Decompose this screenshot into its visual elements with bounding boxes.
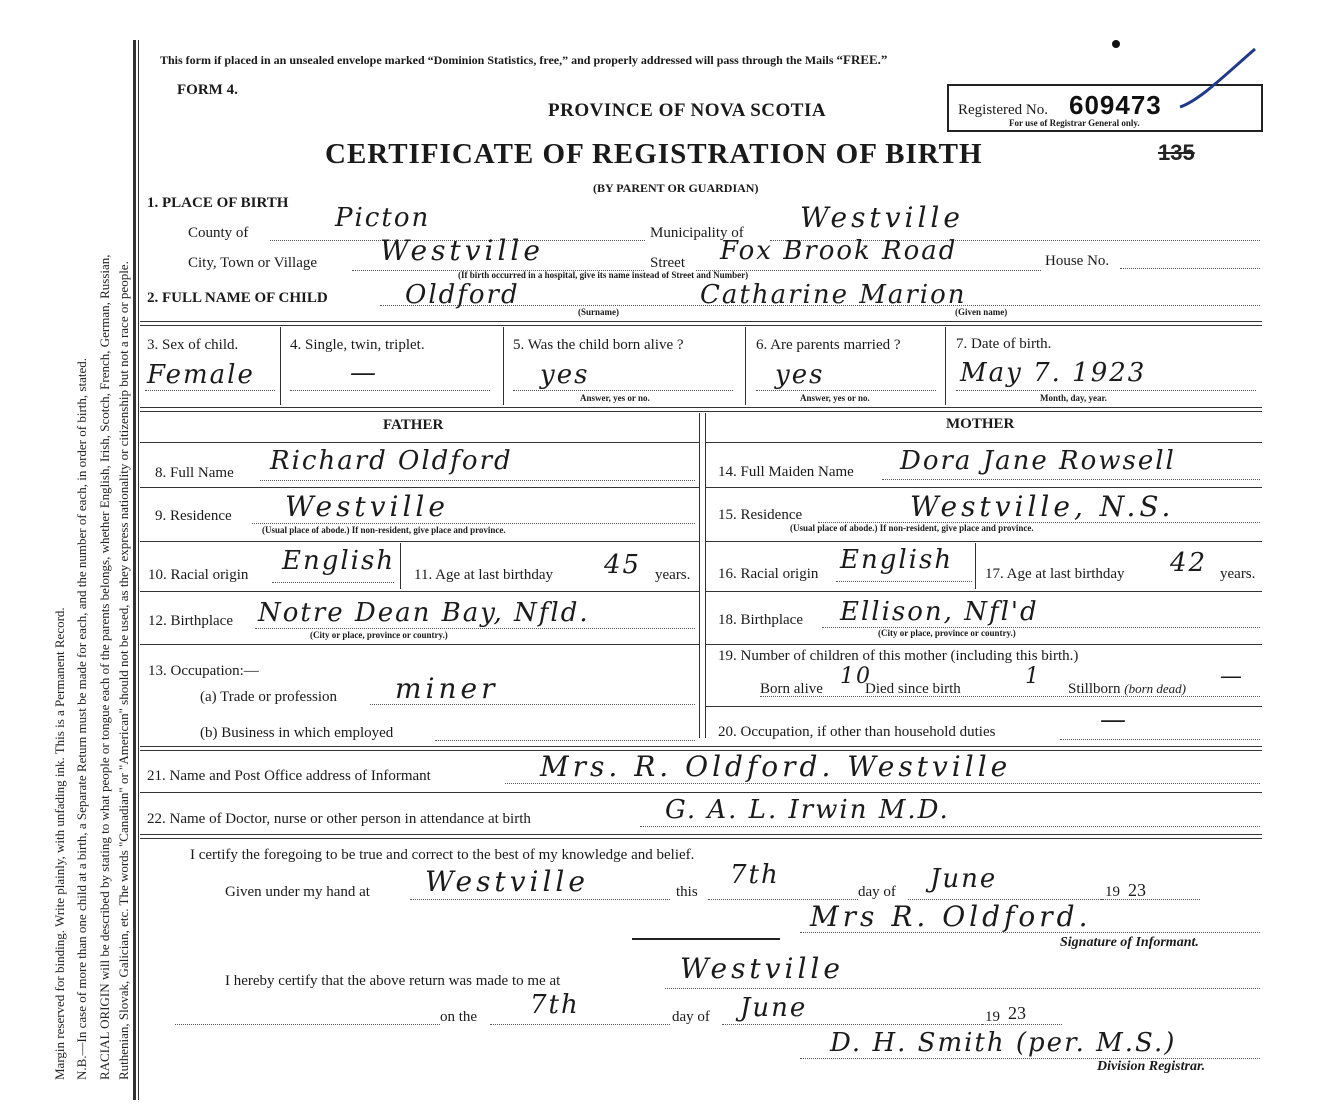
father-age-unit: years. [655, 567, 691, 583]
born-alive-value: yes [540, 360, 590, 390]
mother-residence-label: 15. Residence [718, 507, 803, 523]
mother-birthplace-value: Ellison, Nfl'd [840, 597, 1039, 627]
rule-after-doctor-2 [140, 838, 1262, 839]
father-residence-label: 9. Residence [155, 508, 232, 524]
father-business-line [435, 740, 695, 741]
father-abode-caption: (Usual place of abode.) If non-resident, give place and province. [262, 525, 506, 535]
mother-age-label: 17. Age at last birthday [985, 566, 1125, 582]
registrar-day: 7th [530, 990, 580, 1020]
father-birthplace-caption: (City or place, province or country.) [310, 630, 448, 640]
father-racial-label: 10. Racial origin [148, 567, 249, 583]
multiple-birth-label: 4. Single, twin, triplet. [290, 337, 425, 353]
rule-after-informant [140, 792, 1262, 793]
province-heading: PROVINCE OF NOVA SCOTIA [548, 100, 827, 121]
side-note-multiple-births: N.B.—In case of more than one child at a birth, a Separate Return must be made for each, and the number of each, in order of birth, stated. [74, 358, 89, 1080]
born-alive-count-label: Born alive [760, 681, 823, 697]
father-residence-line [252, 523, 695, 524]
sex-value: Female [147, 360, 255, 390]
parent-col-divider-2 [705, 413, 706, 738]
father-racial-value: English [282, 546, 396, 576]
father-racial-divider [400, 543, 401, 589]
registrar-place: Westville [680, 952, 844, 985]
born-alive-label: 5. Was the child born alive ? [513, 337, 684, 353]
mother-racial-divider [975, 543, 976, 589]
father-residence-value: Westville [285, 490, 449, 523]
given-at-label: Given under my hand at [225, 884, 370, 900]
father-age-value: 45 [604, 550, 642, 580]
mother-heading: MOTHER [946, 416, 1015, 432]
father-name-rule [140, 487, 699, 488]
house-label: House No. [1045, 253, 1110, 269]
rule-after-name-2 [140, 325, 1262, 326]
side-note-racial-origin-cont: Ruthenian, Slovak, Galician, etc. The words "Canadian" or "American" should not be used, as they express nationality or citizenship but not a race or people. [116, 261, 131, 1080]
mother-name-rule [705, 487, 1262, 488]
mother-abode-caption: (Usual place of abode.) If non-resident, give place and province. [790, 523, 1034, 533]
rule-after-name [140, 321, 1262, 322]
registered-number: 609473 [1069, 90, 1162, 120]
registrar-lead-line [175, 1024, 440, 1025]
father-heading: FATHER [383, 417, 444, 433]
col-divider-3 [745, 327, 746, 405]
form-number: FORM 4. [177, 82, 238, 98]
registrar-on-label: on the [440, 1009, 478, 1025]
certificate-title: CERTIFICATE OF REGISTRATION OF BIRTH [325, 138, 983, 170]
mother-occupation-label: 20. Occupation, if other than household duties [718, 724, 996, 740]
certification-year-suffix: 23 [1128, 880, 1146, 900]
registrar-place-line [665, 988, 1260, 989]
multiple-birth-value: — [350, 358, 378, 388]
mother-occupation-line [1060, 739, 1260, 740]
father-trade-label: (a) Trade or profession [200, 689, 338, 705]
hospital-note: (If birth occurred in a hospital, give its name instead of Street and Number) [458, 270, 749, 280]
dob-line [956, 390, 1256, 391]
registrar-statement: I hereby certify that the above return was made to me at [225, 973, 561, 989]
father-age-label: 11. Age at last birthday [414, 567, 553, 583]
postal-note [160, 52, 887, 68]
mother-racial-line [836, 581, 972, 582]
municipality-label: Municipality of [650, 225, 744, 241]
mother-age-value: 42 [1170, 548, 1208, 578]
mother-residence-value: Westville, N.S. [910, 490, 1175, 523]
county-label: County of [188, 225, 249, 241]
mother-name-line [882, 479, 1260, 480]
father-trade-value: miner [395, 672, 499, 705]
child-surname: Oldford [405, 280, 520, 310]
col-divider-4 [945, 327, 946, 405]
father-birthplace-value: Notre Dean Bay, Nfld. [258, 598, 590, 628]
mother-name-value: Dora Jane Rowsell [900, 446, 1176, 476]
informant-label: 21. Name and Post Office address of Informant [147, 768, 431, 784]
stillborn-count: — [1220, 664, 1244, 689]
child-name-label: 2. FULL NAME OF CHILD [147, 290, 328, 306]
ink-dot [1112, 40, 1120, 48]
father-occupation-label: 13. Occupation:— [148, 663, 259, 679]
informant-value: Mrs. R. Oldford. Westville [540, 750, 1012, 783]
mother-birthplace-rule [705, 644, 1262, 645]
born-alive-line [513, 390, 733, 391]
house-line [1120, 268, 1260, 269]
registrar-note: For use of Registrar General only. [1009, 118, 1140, 128]
mother-racial-label: 16. Racial origin [718, 566, 819, 582]
father-business-label: (b) Business in which employed [200, 725, 394, 741]
stillborn-label-text: Stillborn [1068, 681, 1121, 697]
married-value: yes [775, 360, 825, 390]
rule-after-doctor [140, 834, 1262, 835]
given-at-line [410, 899, 670, 900]
father-name-line [260, 480, 695, 481]
doctor-label: 22. Name of Doctor, nurse or other person in attendance at birth [147, 811, 531, 827]
died-count-label: Died since birth [865, 681, 961, 697]
mother-racial-value: English [840, 545, 954, 575]
certification-year-prefix: 19 [1105, 884, 1120, 900]
mother-age-unit: years. [1220, 566, 1256, 582]
stillborn-note: (born dead) [1124, 681, 1187, 696]
child-given-name: Catharine Marion [700, 280, 967, 310]
registrar-day-of-label: day of [672, 1009, 710, 1025]
given-at-place: Westville [425, 865, 589, 898]
dob-label: 7. Date of birth. [956, 336, 1052, 352]
division-registrar-label: Division Registrar. [1097, 1059, 1206, 1074]
mother-name-label: 14. Full Maiden Name [718, 464, 854, 480]
check-mark-icon [1175, 45, 1260, 115]
registrar-year-suffix: 23 [1008, 1003, 1026, 1023]
col-divider-2 [503, 327, 504, 405]
street-label: Street [650, 255, 685, 271]
given-name-caption: (Given name) [955, 307, 1008, 317]
year-line [1100, 899, 1200, 900]
surname-caption: (Surname) [578, 307, 619, 317]
parent-col-divider [699, 413, 700, 738]
postal-note-free: “FREE.” [836, 52, 888, 67]
father-birthplace-rule [140, 644, 699, 645]
side-note-binding: Margin reserved for binding. Write plainly, with unfading ink. This is a Permanent Record. [52, 607, 67, 1080]
father-residence-rule [140, 541, 699, 542]
doctor-value: G. A. L. Irwin M.D. [665, 795, 950, 825]
rule-after-details [140, 407, 1262, 408]
signature-line [800, 932, 1260, 933]
rule-after-parents [140, 746, 1262, 747]
informant-line [505, 783, 1260, 784]
registrar-month-line [722, 1024, 982, 1025]
side-note-racial-origin: RACIAL ORIGIN will be described by stating to what people or tongue each of the parents belongs, whether English, Irish, Scotch, French, German, Russian, [97, 254, 112, 1080]
registered-label: Registered No. [958, 102, 1048, 118]
father-racial-rule [140, 591, 699, 592]
certificate-subtitle: (BY PARENT OR GUARDIAN) [593, 181, 759, 195]
dob-caption: Month, day, year. [1040, 393, 1107, 403]
struck-number: 135 [1158, 140, 1195, 165]
father-name-value: Richard Oldford [270, 446, 513, 476]
registrar-signature: D. H. Smith (per. M.S.) [830, 1028, 1177, 1058]
city-label: City, Town or Village [188, 255, 318, 271]
father-name-label: 8. Full Name [155, 465, 234, 481]
born-alive-count: 10 [840, 664, 872, 689]
postal-note-text: This form if placed in an unsealed envelope marked “Dominion Statistics, free,” and properly addressed will pass through the Mails [160, 53, 834, 67]
informant-signature: Mrs R. Oldford. [810, 900, 1092, 933]
city-value: Westville [380, 234, 544, 267]
certification-statement: I certify the foregoing to be true and correct to the best of my knowledge and belief. [190, 847, 695, 863]
mother-occupation-value: — [1100, 705, 1128, 735]
registrar-day-line [490, 1024, 670, 1025]
sex-line [145, 390, 275, 391]
binding-margin-rule-inner [138, 40, 139, 1100]
place-of-birth-heading: 1. PLACE OF BIRTH [147, 195, 289, 211]
mother-racial-rule [705, 591, 1262, 592]
mother-birthplace-label: 18. Birthplace [718, 612, 803, 628]
married-caption: Answer, yes or no. [800, 393, 870, 403]
father-racial-line [272, 582, 394, 583]
married-label: 6. Are parents married ? [756, 337, 901, 353]
father-heading-rule [140, 442, 699, 443]
registrar-year-line [982, 1024, 1062, 1025]
dob-value: May 7. 1923 [960, 358, 1147, 388]
day-of-label: day of [858, 884, 896, 900]
registrar-year-prefix: 19 [985, 1009, 1000, 1025]
street-value: Fox Brook Road [720, 236, 958, 266]
registrar-month: June [740, 993, 808, 1023]
doctor-line [640, 826, 1260, 827]
father-birthplace-line [255, 628, 695, 629]
mother-residence-rule [705, 541, 1262, 542]
certification-month: June [930, 864, 998, 894]
col-divider-1 [280, 327, 281, 405]
county-value: Picton [335, 203, 431, 233]
multiple-birth-line [290, 390, 490, 391]
children-count-line [760, 696, 1260, 697]
mother-birthplace-caption: (City or place, province or country.) [878, 628, 1016, 638]
mother-heading-rule [705, 442, 1262, 443]
this-day-value: 7th [730, 860, 780, 890]
this-label: this [676, 884, 698, 900]
municipality-value: Westville [800, 201, 964, 234]
married-line [756, 390, 936, 391]
signature-of-informant-label: Signature of Informant. [1060, 935, 1199, 950]
father-birthplace-label: 12. Birthplace [148, 613, 233, 629]
born-alive-caption: Answer, yes or no. [580, 393, 650, 403]
rule-after-details-2 [140, 411, 1262, 412]
mother-children-label: 19. Number of children of this mother (including this birth.) [718, 648, 1079, 664]
sex-label: 3. Sex of child. [147, 337, 239, 353]
mother-children-rule [705, 706, 1262, 707]
signature-stroke [632, 938, 780, 940]
died-count: 1 [1025, 664, 1041, 689]
binding-margin-rule [133, 40, 136, 1100]
